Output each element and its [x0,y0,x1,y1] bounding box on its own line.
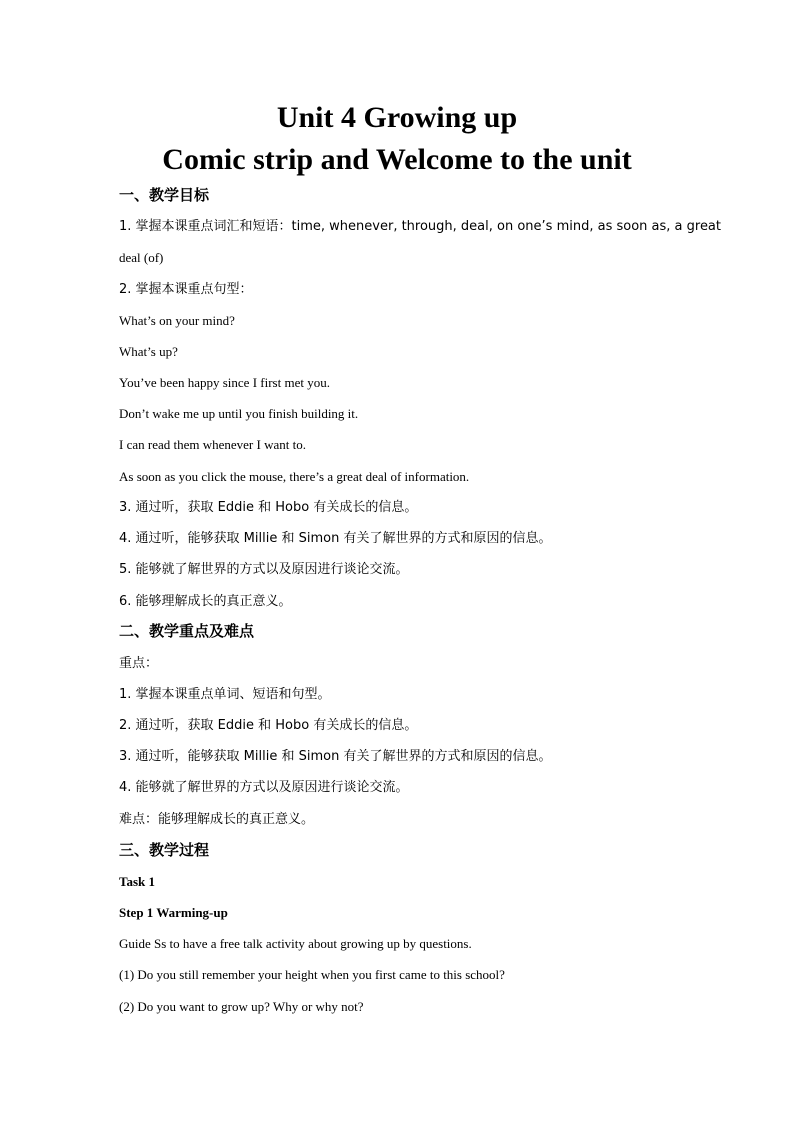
objective-line: 6. 能够理解成长的真正意义。 [119,594,292,609]
question-line: (1) Do you still remember your height when you first came to this school? [119,967,505,982]
objective-line: What’s up? [119,344,178,359]
document-subtitle: Comic strip and Welcome to the unit [162,143,632,176]
objective-line: 3. 通过听，获取 Eddie 和 Hobo 有关成长的信息。 [119,500,418,515]
section-heading-key-points: 二、教学重点及难点 [119,622,255,640]
key-point-line: 2. 通过听，获取 Eddie 和 Hobo 有关成长的信息。 [119,718,418,733]
objective-line: You’ve been happy since I first met you. [119,375,330,390]
difficulty-line: 难点：能够理解成长的真正意义。 [119,812,315,827]
key-point-line: 3. 通过听，能够获取 Millie 和 Simon 有关了解世界的方式和原因的信息。 [119,749,552,764]
question-line: (2) Do you want to grow up? Why or why not? [119,999,364,1014]
key-point-line: 1. 掌握本课重点单词、短语和句型。 [119,687,331,702]
objective-line: As soon as you click the mouse, there’s a great deal of information. [119,469,470,484]
document-title: Unit 4 Growing up [276,101,518,134]
objective-line: 5. 能够就了解世界的方式以及原因进行谈论交流。 [119,562,409,577]
objective-line: I can read them whenever I want to. [119,437,306,452]
step-label: Step 1 Warming-up [119,905,228,920]
process-intro: Guide Ss to have a free talk activity about growing up by questions. [119,936,472,951]
objective-line: 4. 通过听，能够获取 Millie 和 Simon 有关了解世界的方式和原因的信息。 [119,531,552,546]
objective-line: 1. 掌握本课重点词汇和短语：time, whenever, through, deal, on one’s mind, as soon as, a great [119,219,721,234]
task-label: Task 1 [119,874,156,889]
objective-line: What’s on your mind? [119,313,235,328]
section-heading-objectives: 一、教学目标 [119,186,210,204]
objective-line: deal (of) [119,250,164,265]
objective-line: Don’t wake me up until you finish building it. [119,406,359,421]
section-heading-process: 三、教学过程 [119,841,210,859]
key-point-line: 4. 能够就了解世界的方式以及原因进行谈论交流。 [119,780,409,795]
key-point-label: 重点： [119,656,159,671]
objective-line: 2. 掌握本课重点句型： [119,282,253,297]
